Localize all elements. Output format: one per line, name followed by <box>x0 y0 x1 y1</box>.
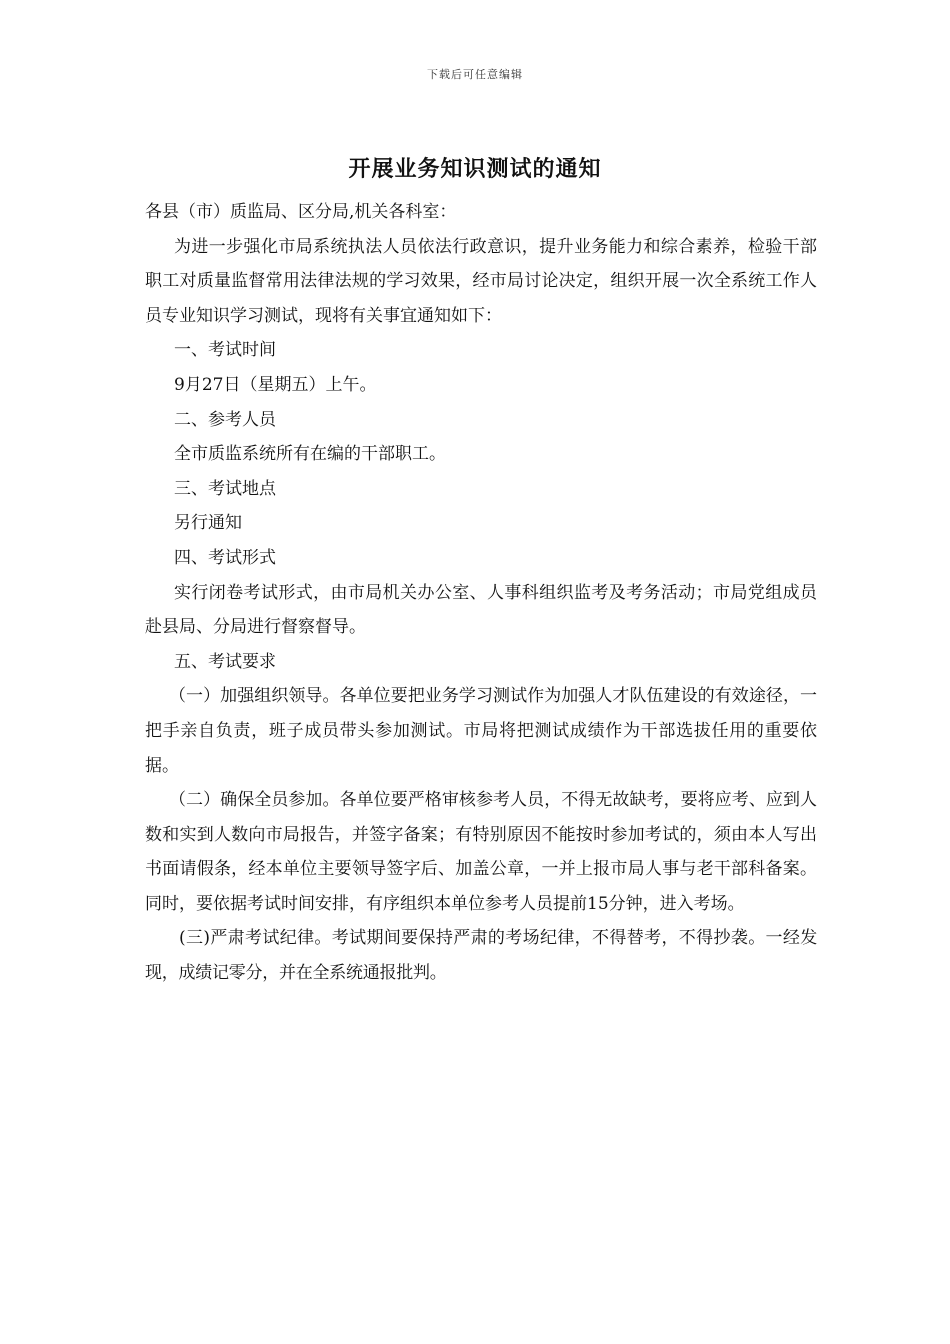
section-heading-participants: 二、参考人员 <box>174 409 276 430</box>
intro-paragraph: 为进一步强化市局系统执法人员依法行政意识，提升业务能力和综合素养，检验干部职工对质量监督常用法律法规的学习效果，经市局讨论决定，组织开展一次全系统工作人员专业知识学习测试，现将有关事宜通知如下： <box>145 236 817 326</box>
document-title: 开展业务知识测试的通知 <box>348 156 602 182</box>
section-heading-format: 四、考试形式 <box>174 547 276 568</box>
section-heading-time: 一、考试时间 <box>174 340 276 361</box>
section-heading-location: 三、考试地点 <box>174 478 276 499</box>
section-heading-requirements: 五、考试要求 <box>174 651 276 672</box>
section-body-time: 9月27日（星期五）上午。 <box>174 374 377 395</box>
document-body <box>145 195 817 991</box>
section-body-location: 另行通知 <box>174 513 242 534</box>
section-body-participants: 全市质监系统所有在编的干部职工。 <box>174 444 446 465</box>
requirement-item: （二）确保全员参加。各单位要严格审核参考人员，不得无故缺考，要将应考、应到人数和实到人数向市局报告，并签字备案；有特别原因不能按时参加考试的，须由本人写出书面请假条，经本单位主要领导签字后、加盖公章，一并上报市局人事与老干部科备案。同时，要依据考试时间安排，有序组织本单位参考人员提前15分钟，进入考场。 <box>145 790 817 914</box>
page-header-note: 下载后可任意编辑 <box>427 68 523 81</box>
requirement-item: (三)严肃考试纪律。考试期间要保持严肃的考场纪律，不得替考，不得抄袭。一经发现，成绩记零分，并在全系统通报批判。 <box>145 928 817 984</box>
salutation: 各县（市）质监局、区分局,机关各科室： <box>145 202 457 222</box>
requirement-item: （一）加强组织领导。各单位要把业务学习测试作为加强人才队伍建设的有效途径，一把手亲自负责，班子成员带头参加测试。市局将把测试成绩作为干部选拔任用的重要依据。 <box>145 686 817 776</box>
section-body-format: 实行闭卷考试形式，由市局机关办公室、人事科组织监考及考务活动；市局党组成员赴县局、分局进行督察督导。 <box>145 582 817 638</box>
